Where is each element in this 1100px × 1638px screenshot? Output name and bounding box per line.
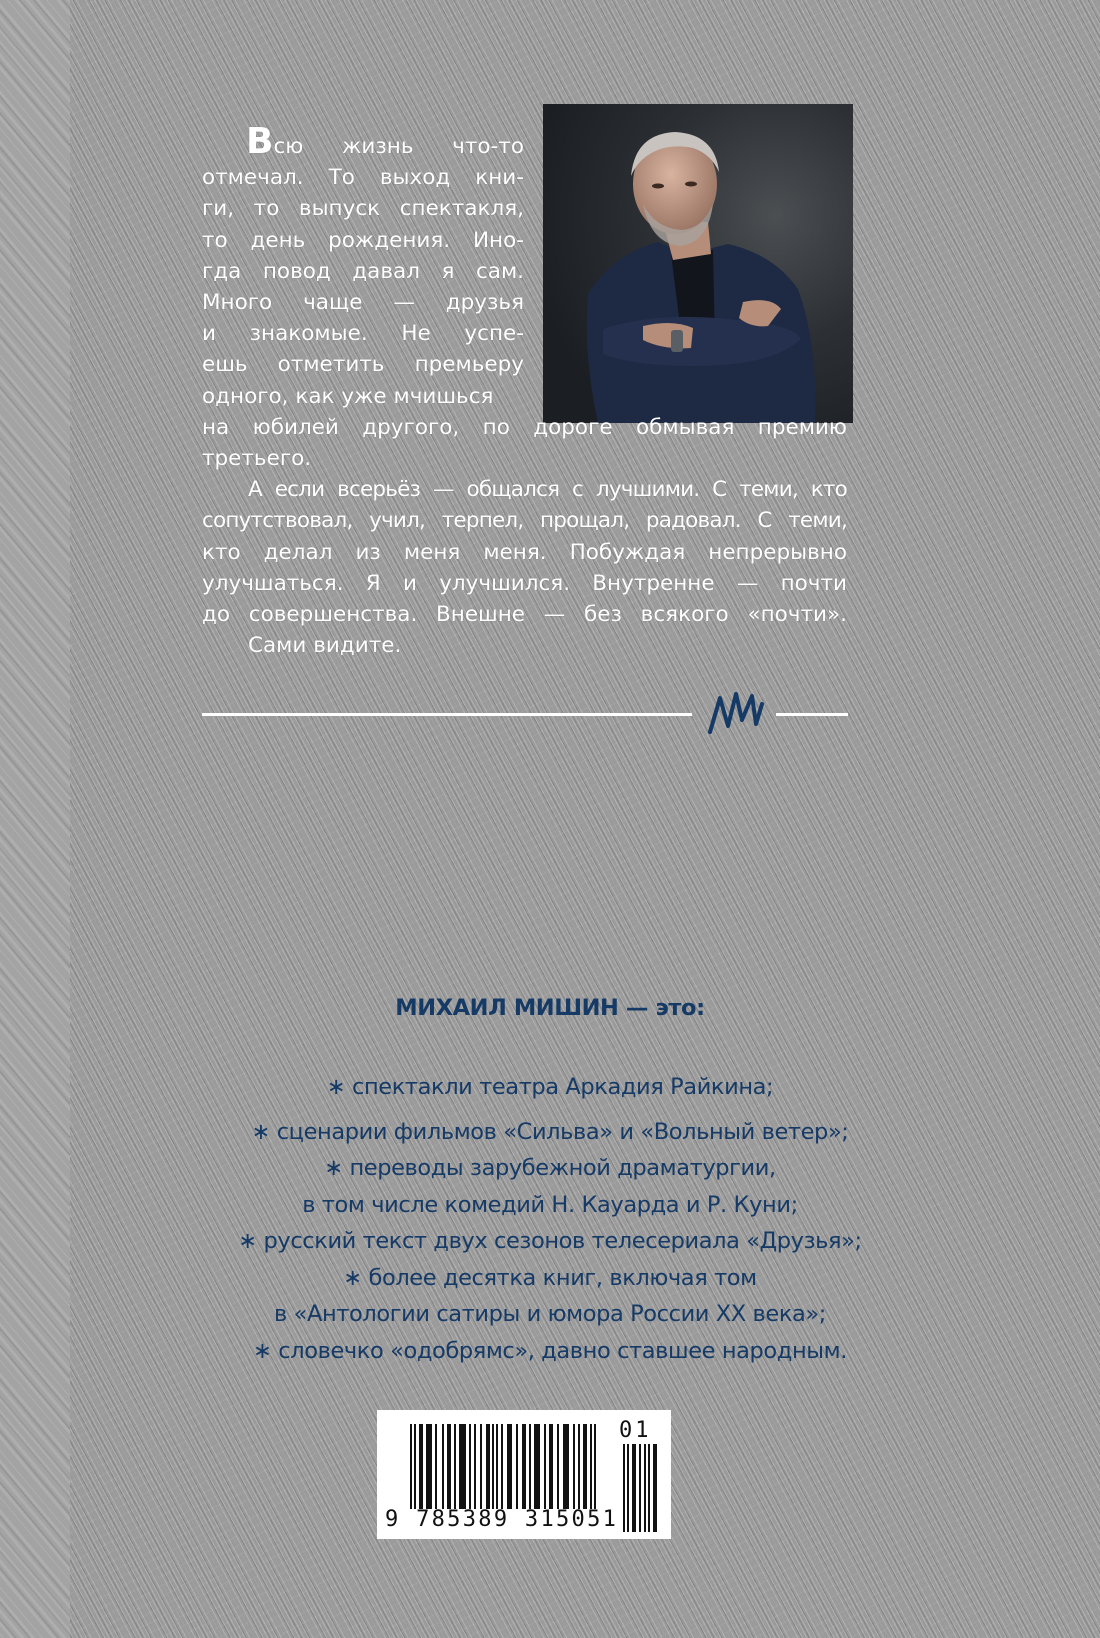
bio-line: одного, как уже мчишься xyxy=(202,383,494,409)
list-item: ∗ словечко «одобрямс», давно ставшее народным. xyxy=(253,1337,847,1364)
bio-line: отмечал. То выход кни- xyxy=(202,165,524,191)
bio-line: ги, то выпуск спектакля, xyxy=(202,196,524,222)
list-item: ∗ переводы зарубежной драматургии, xyxy=(324,1155,776,1181)
bio-line: и знакомые. Не успе- xyxy=(202,321,524,347)
bio-line: на юбилей другого, по дороге обмывая премию xyxy=(202,414,847,440)
author-name: МИХАИЛ МИШИН xyxy=(395,995,619,1021)
list-item: ∗ более десятка книг, включая том xyxy=(343,1264,757,1291)
bio-line: кто делал из меня меня. Побуждая непрерывно xyxy=(202,539,847,565)
about-title xyxy=(150,995,950,1021)
bullet-asterisk-icon: ∗ xyxy=(253,1337,272,1364)
signature-rule-left xyxy=(202,713,692,716)
drop-cap: В xyxy=(246,121,274,162)
bullet-asterisk-icon: ∗ xyxy=(326,1074,346,1100)
list-item: ∗ русский текст двух сезонов телесериала «Друзья»; xyxy=(238,1228,862,1254)
bio-closing-line: Сами видите. xyxy=(248,633,402,659)
isbn-barcode xyxy=(377,1410,671,1539)
bio-line: улучшаться. Я и улучшился. Внутренне — почти xyxy=(202,570,847,596)
bio-line: то день рождения. Ино- xyxy=(202,227,524,253)
bio-line: третьего. xyxy=(202,446,312,472)
bullet-asterisk-icon: ∗ xyxy=(324,1155,343,1181)
signature-mm xyxy=(706,690,766,740)
author-bio xyxy=(202,121,847,661)
list-item-continuation: в «Антологии сатиры и юмора России XX века»; xyxy=(274,1301,826,1327)
list-item-continuation: в том числе комедий Н. Кауарда и Р. Куни; xyxy=(302,1191,798,1218)
bullet-asterisk-icon: ∗ xyxy=(238,1228,257,1254)
bullet-asterisk-icon: ∗ xyxy=(343,1264,362,1291)
bio-line: до совершенства. Внешне — без всякого «почти». xyxy=(202,602,847,628)
bio-line: А если всерьёз — общался с лучшими. С теми, кто xyxy=(248,477,847,503)
bio-line: ешь отметить премьеру xyxy=(202,352,524,378)
spine-fold xyxy=(0,0,70,1638)
bio-line: гда повод давал я сам. xyxy=(202,258,524,284)
list-item: ∗ спектакли театра Аркадия Райкина; xyxy=(326,1074,774,1100)
signature-rule-right xyxy=(776,713,848,716)
bio-line: Всю жизнь что-то xyxy=(246,121,524,162)
bio-line: сопутствовал, учил, терпел, прощал, радовал. С теми, xyxy=(202,508,847,534)
signature-icon xyxy=(706,690,766,736)
bullet-asterisk-icon: ∗ xyxy=(251,1118,270,1145)
list-item: ∗ сценарии фильмов «Сильва» и «Вольный ветер»; xyxy=(251,1118,849,1145)
bio-line: Много чаще — друзья xyxy=(202,290,524,316)
about-title-suffix: — это: xyxy=(618,995,705,1021)
barcode-addon-digits: 01 xyxy=(619,1418,652,1443)
isbn-digits: 9 785389 315051 xyxy=(385,1507,619,1532)
achievements-list xyxy=(150,1069,950,1369)
